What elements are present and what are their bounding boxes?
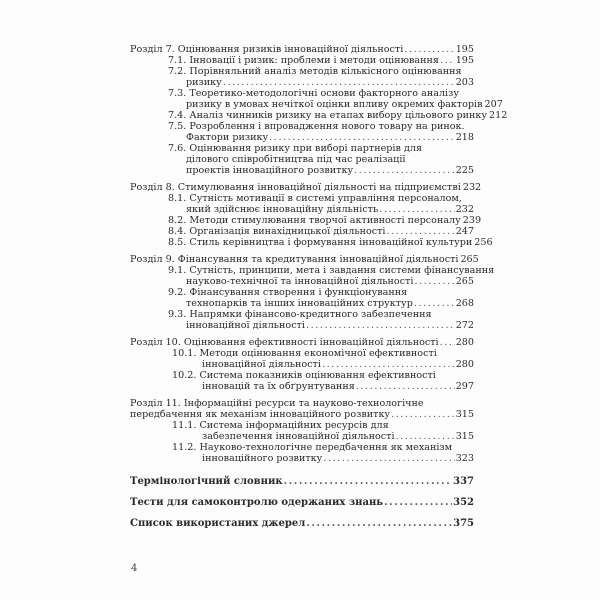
toc-item-10-2[interactable]: 10.2. Система показників оцінювання ефективності інновацій та їх обґрунтування ..... 297 bbox=[130, 370, 474, 392]
toc-glossary[interactable]: Термінологічний словник ..... 337 bbox=[130, 476, 474, 487]
toc-item-11-1[interactable]: 11.1. Система інформаційних ресурсів для забезпечення інноваційної діяльності ..... 315 bbox=[130, 420, 474, 442]
toc-item-7-6[interactable]: 7.6. Оцінювання ризику при виборі партнерів для ділового співробітництва під час реалізації проектів інноваційного розвитку ..... 225 bbox=[130, 143, 474, 176]
chapter-title: Розділ 8. Стимулювання інноваційної діяльності на підприємстві bbox=[130, 182, 461, 193]
toc-item-8-4[interactable]: 8.4. Організація винахідницької діяльності ..... 247 bbox=[130, 226, 474, 237]
toc-item-8-1[interactable]: 8.1. Сутність мотивації в системі управління персоналом, який здійснює інноваційну діяльність ..... 232 bbox=[130, 193, 474, 215]
table-of-contents bbox=[130, 44, 508, 529]
toc-item-7-1[interactable]: 7.1. Інновації і ризик: проблеми і методи оцінювання ..... 195 bbox=[130, 55, 474, 66]
toc-chapter-11[interactable] bbox=[130, 398, 474, 420]
page-ref: 280 bbox=[455, 337, 474, 348]
toc-item-7-4[interactable]: 7.4. Аналіз чинників ризику на етапах вибору цільового ринку 212 bbox=[168, 110, 508, 121]
chapter-title: Розділ 7. Оцінювання ризиків інноваційної діяльності bbox=[130, 44, 404, 55]
page-ref: 195 bbox=[455, 44, 474, 55]
chapter-title: Розділ 10. Оцінювання ефективності інноваційної діяльності bbox=[130, 337, 439, 348]
toc-chapter-10[interactable] bbox=[130, 337, 474, 348]
toc-references[interactable]: Список використаних джерел ..... 375 bbox=[130, 518, 474, 529]
page-ref: 315 bbox=[455, 409, 474, 420]
toc-item-7-5[interactable]: 7.5. Розроблення і впровадження нового товару на ринок. Фактори ризику ..... 218 bbox=[130, 121, 474, 143]
toc-item-8-2[interactable]: 8.2. Методи стимулювання творчої активності персоналу 239 bbox=[168, 215, 482, 226]
toc-chapter-8[interactable] bbox=[130, 182, 482, 193]
chapter-title: Розділ 9. Фінансування та кредитування інноваційної діяльності bbox=[130, 254, 459, 265]
toc-item-9-2[interactable]: 9.2. Фінансування створення і функціонування технопарків та інших інноваційних структур ..... 268 bbox=[130, 287, 474, 309]
chapter-title: Розділ 11. Інформаційні ресурси та науково-технологічне bbox=[130, 398, 424, 409]
toc-self-tests[interactable]: Тести для самоконтролю одержаних знань ..... 352 bbox=[130, 497, 474, 508]
toc-item-10-1[interactable]: 10.1. Методи оцінювання економічної ефективності інноваційної діяльності ..... 280 bbox=[130, 348, 474, 370]
page-ref: 265 bbox=[460, 254, 479, 265]
toc-chapter-7[interactable] bbox=[130, 44, 474, 55]
toc-item-8-5[interactable]: 8.5. Стиль керівництва і формування інноваційної культури 256 bbox=[168, 237, 493, 248]
toc-item-9-3[interactable]: 9.3. Напрямки фінансово-кредитного забезпечення інноваційної діяльності ..... 272 bbox=[130, 309, 474, 331]
toc-chapter-9[interactable] bbox=[130, 254, 479, 265]
chapter-title-cont: передбачення як механізм інноваційного розвитку bbox=[130, 409, 391, 420]
toc-item-7-2[interactable]: 7.2. Порівняльний аналіз методів кількісного оцінювання ризику ..... 203 bbox=[130, 66, 474, 88]
toc-item-7-3[interactable]: 7.3. Теоретико-методологічні основи факторного аналізу ризику в умовах нечіткої оцінки впливу окремих факторів 207 bbox=[168, 88, 503, 110]
toc-item-11-2[interactable]: 11.2. Науково-технологічне передбачення як механізм інноваційного розвитку ..... 323 bbox=[130, 442, 474, 464]
page-ref: 232 bbox=[462, 182, 482, 193]
toc-item-9-1[interactable]: 9.1. Сутність, принципи, мета і завдання системи фінансування науково-технічної та інноваційної діяльності ..... 265 bbox=[130, 265, 474, 287]
page-number: 4 bbox=[131, 563, 138, 574]
